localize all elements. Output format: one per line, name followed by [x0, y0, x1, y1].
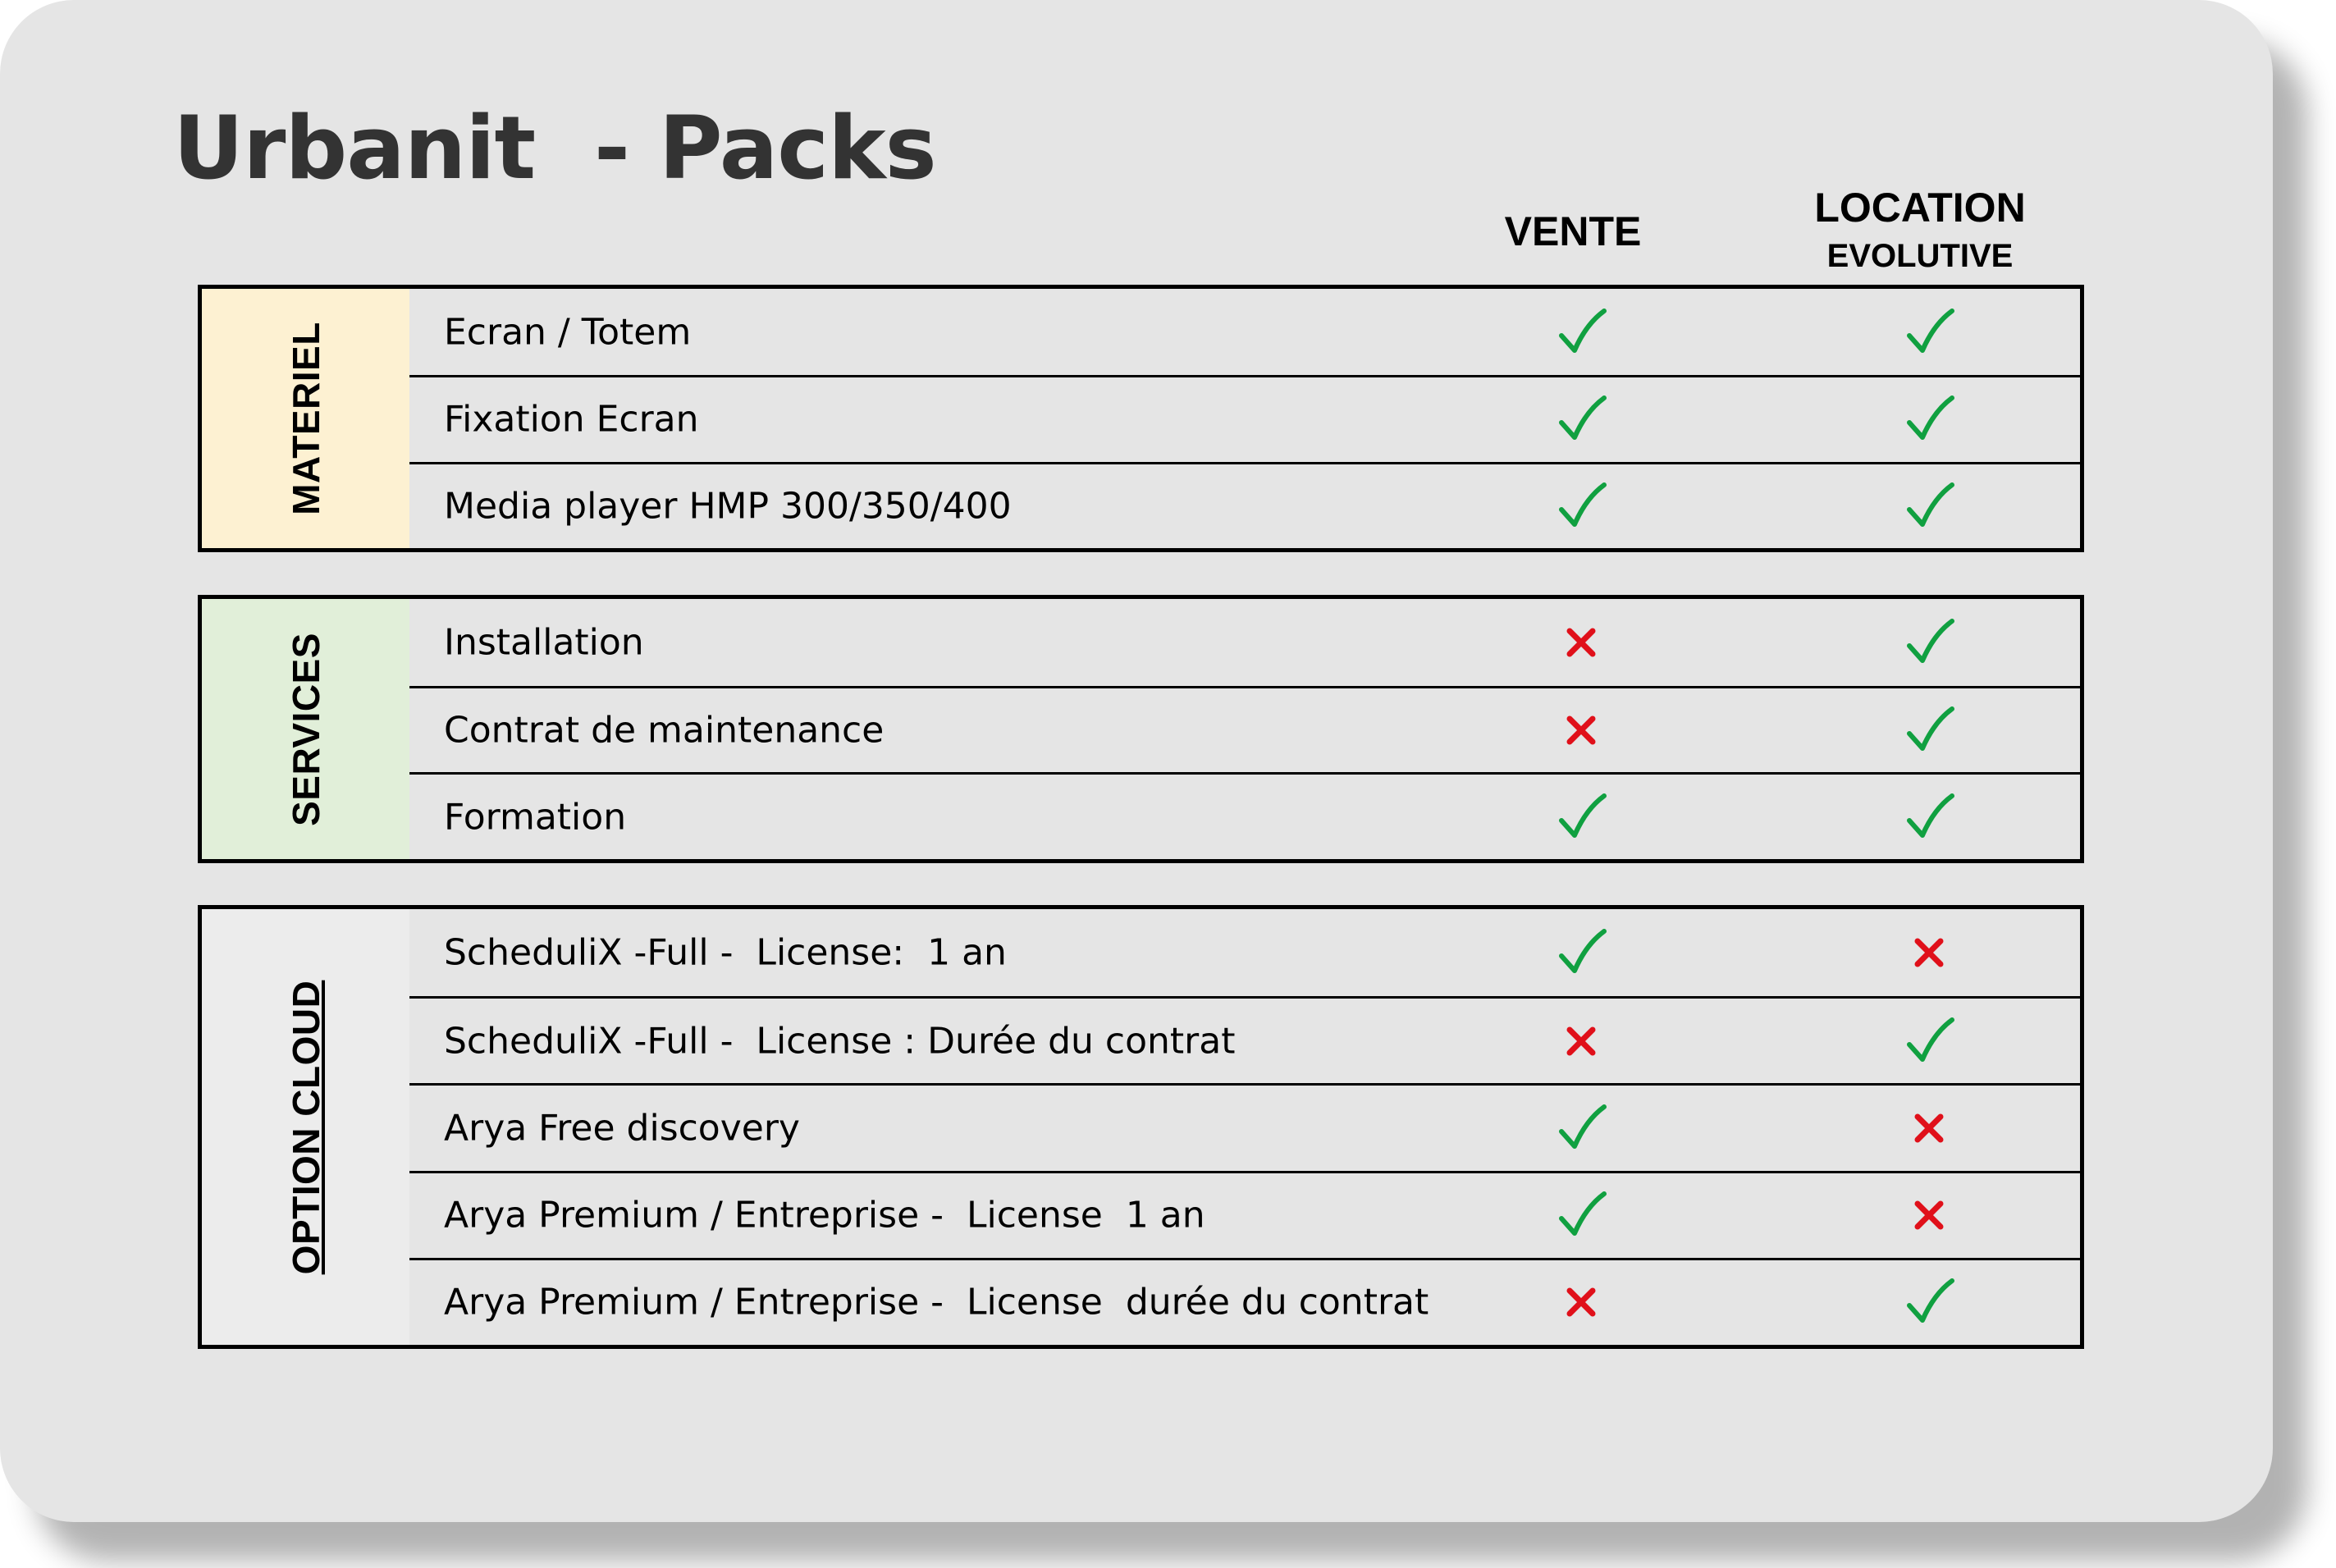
check-icon	[1896, 1269, 1962, 1335]
group-side-label-cell	[202, 289, 409, 548]
table-row	[409, 1258, 2080, 1345]
table-row	[409, 599, 2080, 686]
group-side-label-cell	[202, 909, 409, 1345]
page-title: Urbanit - Packs	[173, 98, 936, 199]
row-label: Contrat de maintenance	[444, 709, 885, 752]
check-icon	[1896, 610, 1962, 675]
group-option-cloud	[198, 905, 2084, 1349]
table-row	[409, 289, 2080, 375]
table-row	[409, 1171, 2080, 1258]
check-icon	[1548, 1095, 1614, 1161]
check-icon	[1548, 473, 1614, 539]
cross-icon	[1896, 920, 1962, 985]
table-row	[409, 909, 2080, 996]
check-icon	[1896, 299, 1962, 365]
table-row	[409, 772, 2080, 859]
cross-icon	[1548, 1008, 1614, 1074]
column-header-location-subtitle: EVOLUTIVE	[1826, 238, 2014, 274]
cross-icon	[1548, 1269, 1614, 1335]
row-label: ScheduliX -Full - License : Durée du contrat	[444, 1020, 1236, 1063]
cross-icon	[1548, 697, 1614, 763]
table-row	[409, 462, 2080, 548]
row-label: Arya Premium / Entreprise - License 1 an	[444, 1194, 1205, 1237]
group-materiel	[198, 285, 2084, 552]
check-icon	[1548, 920, 1614, 985]
check-icon	[1896, 1008, 1962, 1074]
check-icon	[1548, 1182, 1614, 1248]
group-side-label-cell	[202, 599, 409, 859]
group-label: MATERIEL	[284, 322, 327, 515]
cross-icon	[1896, 1182, 1962, 1248]
group-services	[198, 595, 2084, 863]
check-icon	[1896, 386, 1962, 452]
check-icon	[1896, 697, 1962, 763]
table-row	[409, 375, 2080, 461]
row-label: Fixation Ecran	[444, 398, 699, 441]
row-label: Arya Premium / Entreprise - License durée du contrat	[444, 1281, 1429, 1323]
table-row	[409, 1083, 2080, 1170]
row-label: Formation	[444, 796, 627, 839]
row-label: Installation	[444, 621, 644, 664]
check-icon	[1896, 784, 1962, 850]
row-label: Arya Free discovery	[444, 1107, 800, 1150]
check-icon	[1548, 386, 1614, 452]
column-header-location: LOCATION	[1814, 185, 2026, 231]
check-icon	[1548, 299, 1614, 365]
check-icon	[1548, 784, 1614, 850]
table-row	[409, 996, 2080, 1083]
column-header-vente: VENTE	[1504, 208, 1642, 254]
row-label: Media player HMP 300/350/400	[444, 485, 1012, 528]
cross-icon	[1896, 1095, 1962, 1161]
group-label: SERVICES	[284, 632, 327, 826]
row-label: ScheduliX -Full - License: 1 an	[444, 931, 1007, 974]
cross-icon	[1548, 610, 1614, 675]
table-row	[409, 686, 2080, 773]
group-label: OPTION CLOUD	[284, 980, 327, 1274]
row-label: Ecran / Totem	[444, 311, 692, 354]
check-icon	[1896, 473, 1962, 539]
